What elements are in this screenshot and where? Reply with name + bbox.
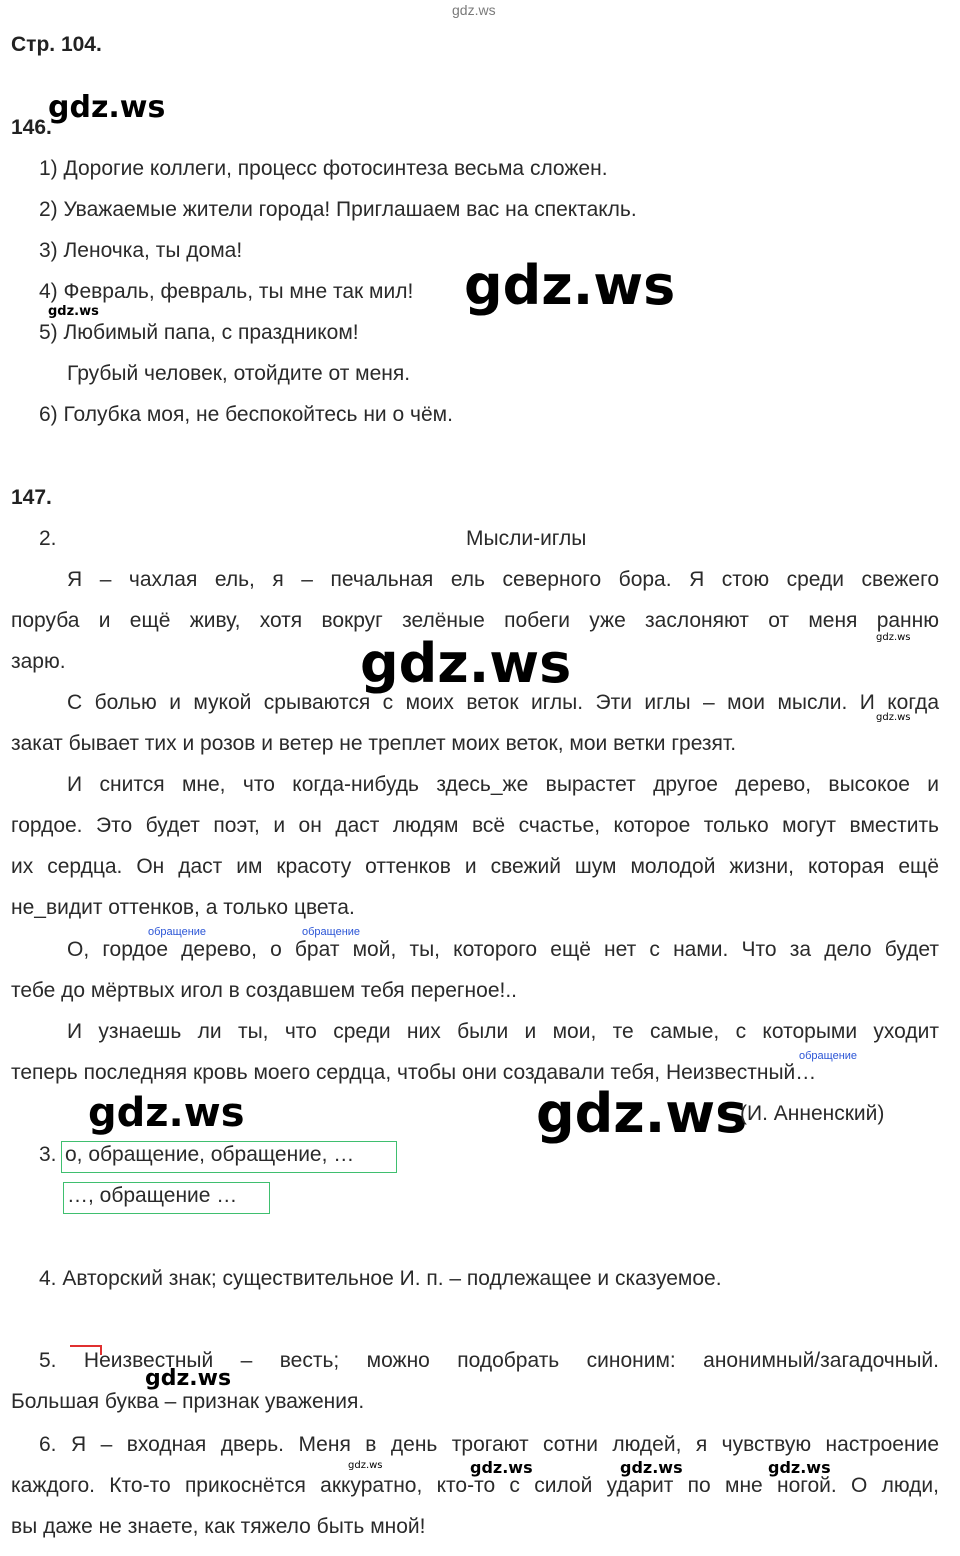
p1-line-2-end: ю — [923, 609, 939, 632]
p4-line-2: тебе до мёртвых игол в создавшем тебя перегное!.. — [11, 979, 518, 1002]
item-6-line-3: вы даже не знаете, как тяжело быть мной! — [11, 1515, 426, 1538]
ex146-line-2: 2) Уважаемые жители города! Приглашаем вас на спектакль. — [39, 198, 637, 221]
p3-line-3: их сердца. Он даст им красоту оттенков и свежий шум молодой жизни, которая ещё — [11, 855, 939, 878]
watermark: gdz.ws — [348, 1460, 383, 1471]
p2-line-2: закат бывает тих и розов и ветер не треплет моих веток, мои ветки грезят. — [11, 732, 737, 755]
p4-line-1: О, гордое дерево, о брат мой, ты, которого ещё нет с нами. Что за дело будет — [67, 938, 939, 961]
exercise-147-number: 147. — [11, 486, 52, 509]
ex146-line-4: 4) Февраль, февраль, ты мне так мил! — [39, 280, 414, 303]
watermark: gdz.ws — [48, 304, 99, 319]
watermark: gdz.ws — [470, 1458, 533, 1477]
watermark-top: gdz.ws — [452, 2, 496, 18]
note-address-1: обращение — [148, 926, 207, 938]
p2-line-1: С болью и мукой срываются с моих веток иглы. Эти иглы – мои мысли. И когда — [67, 691, 939, 714]
watermark: gdz.ws — [145, 1366, 232, 1391]
item-5-line-1: 5. Неизвестный – весть; можно подобрать синоним: анонимный/загадочный. — [39, 1349, 939, 1372]
watermark: gdz.ws — [464, 254, 676, 317]
watermark: gdz.ws — [876, 712, 911, 723]
watermark: gdz.ws — [88, 1090, 245, 1136]
item-3-number: 3. — [39, 1143, 57, 1166]
item-6-line-2: каждого. Кто-то прикоснётся аккуратно, кто-то с силой ударит по мне ногой. О люди, — [11, 1474, 939, 1497]
p1-line-3: зарю. — [11, 650, 66, 673]
note-address-3: обращение — [799, 1050, 858, 1062]
item-5-line-2: Большая буква – признак уважения. — [11, 1390, 365, 1413]
watermark: gdz.ws — [536, 1082, 748, 1145]
scheme-1: о, обращение, обращение, … — [65, 1143, 355, 1166]
ex146-line-6: 6) Голубка моя, не беспокойтесь ни о чём. — [39, 403, 453, 426]
author: (И. Анненский) — [740, 1102, 885, 1125]
watermark: gdz.ws — [360, 632, 572, 695]
ex146-line-5: 5) Любимый папа, с праздником! — [39, 321, 359, 344]
note-address-2: обращение — [302, 926, 361, 938]
watermark: gdz.ws — [768, 1458, 831, 1477]
p3-line-2: гордое. Это будет поэт, и он даст людям всё счастье, которое только могут вместить — [11, 814, 939, 837]
watermark: gdz.ws — [48, 90, 166, 125]
ex146-line-3: 3) Леночка, ты дома! — [39, 239, 243, 262]
exercise-146-number: 146. — [11, 116, 52, 139]
p3-line-4: не_видит оттенков, а только цвета. — [11, 896, 355, 919]
watermark: gdz.ws — [876, 632, 911, 643]
p5-line-2: теперь последняя кровь моего сердца, чтобы они создавали тебя, Неизвестный… — [11, 1061, 817, 1084]
text-title: Мысли-иглы — [466, 527, 587, 550]
ex146-line-1: 1) Дорогие коллеги, процесс фотосинтеза весьма сложен. — [39, 157, 608, 180]
p1-line-1: Я – чахлая ель, я – печальная ель северного бора. Я стою среди свежего — [67, 568, 939, 591]
scheme-2: …, обращение … — [67, 1184, 238, 1207]
p1-line-2-text: поруба и ещё живу, хотя вокруг зелёные побеги уже заслоняют от меня ранн — [11, 609, 924, 632]
ex146-line-5b: Грубый человек, отойдите от меня. — [67, 362, 411, 385]
p1-line-2 — [11, 608, 939, 634]
p5-line-1: И узнаешь ли ты, что среди них были и мои, те самые, с которыми уходит — [67, 1020, 939, 1043]
page-header: Стр. 104. — [11, 33, 102, 56]
p3-line-1: И снится мне, что когда-нибудь здесь_же вырастет другое дерево, высокое и — [67, 773, 939, 796]
item-4: 4. Авторский знак; существительное И. п. – подлежащее и сказуемое. — [39, 1267, 722, 1290]
item-2-number: 2. — [39, 527, 57, 550]
item-6-line-1: 6. Я – входная дверь. Меня в день трогают сотни людей, я чувствую настроение — [39, 1433, 939, 1456]
watermark: gdz.ws — [620, 1458, 683, 1477]
